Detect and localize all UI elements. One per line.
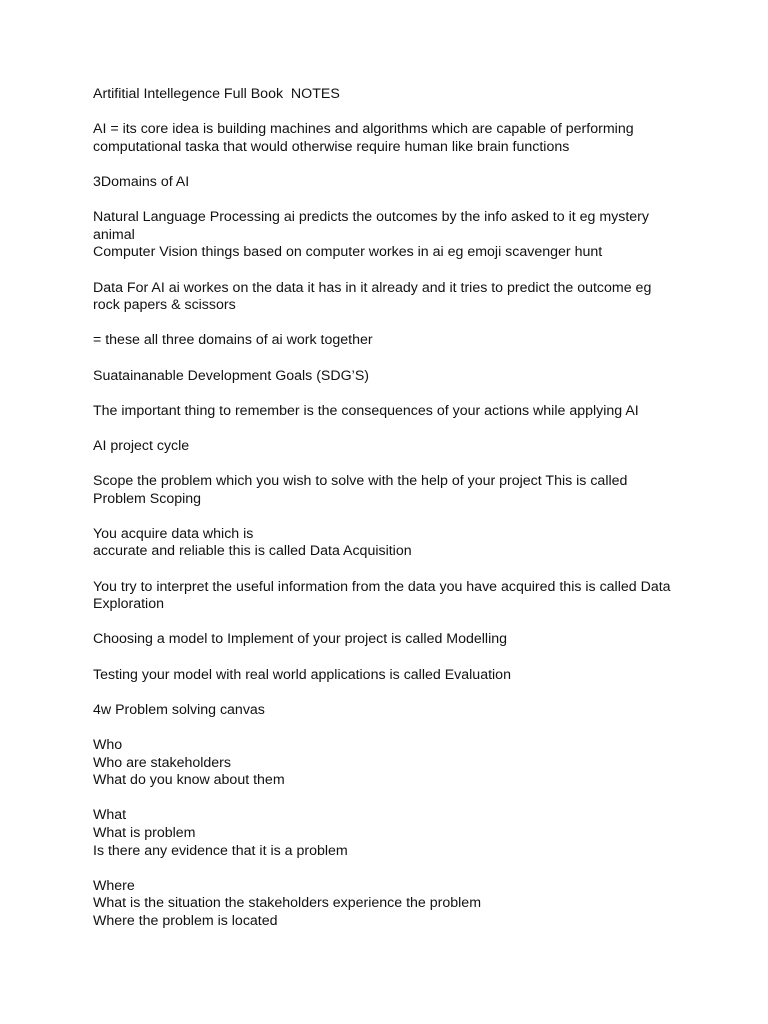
paragraph-data-exploration <box>93 579 688 614</box>
heading-domains <box>93 174 688 192</box>
paragraph-data-for-ai <box>93 280 688 315</box>
text-line: What is the situation the stakeholders experience the problem <box>93 895 482 912</box>
text-line: Who are stakeholders <box>93 754 232 771</box>
document-title-text: Artifitial Intellegence Full Book NOTES <box>93 86 340 102</box>
text-line: The important thing to remember is the consequences of your actions while applying AI <box>93 402 639 419</box>
text-line: rock papers & scissors <box>93 297 236 314</box>
paragraph-evaluation <box>93 667 688 685</box>
text-line: Choosing a model to Implement of your project is called Modelling <box>93 631 508 648</box>
text-line: 4w Problem solving canvas <box>93 701 265 718</box>
paragraph-what <box>93 807 688 860</box>
text-line: = these all three domains of ai work together <box>93 332 373 349</box>
text-line: Exploration <box>93 596 164 613</box>
text-line: What <box>93 807 127 824</box>
text-line: AI = its core idea is building machines and algorithms which are capable of performing <box>93 121 634 138</box>
text-line: computational taska that would otherwise require human like brain functions <box>93 138 570 155</box>
paragraph-nlp-cv <box>93 209 688 262</box>
text-line: accurate and reliable this is called Data Acquisition <box>93 543 412 560</box>
paragraph-data-acquisition <box>93 526 688 561</box>
heading-sdg <box>93 368 688 386</box>
text-line: You acquire data which is <box>93 525 254 542</box>
text-line: Is there any evidence that it is a problem <box>93 842 348 859</box>
text-line: Data For AI ai workes on the data it has in it already and it tries to predict the outcome eg <box>93 279 652 296</box>
paragraph-consequences <box>93 403 688 421</box>
paragraph-domains-together <box>93 332 688 350</box>
text-line: 3Domains of AI <box>93 173 190 190</box>
text-line: Scope the problem which you wish to solve with the help of your project This is called <box>93 473 628 490</box>
text-line: AI project cycle <box>93 437 190 454</box>
paragraph-ai-definition <box>93 121 688 156</box>
paragraph-modelling <box>93 631 688 649</box>
text-line: What is problem <box>93 824 196 841</box>
text-line: Where the problem is located <box>93 912 278 929</box>
text-line: animal <box>93 226 135 243</box>
heading-project-cycle <box>93 438 688 456</box>
text-line: Who <box>93 736 123 753</box>
text-line: Testing your model with real world applications is called Evaluation <box>93 666 511 683</box>
paragraph-who <box>93 737 688 790</box>
text-line: Where <box>93 877 135 894</box>
paragraph-problem-scoping <box>93 473 688 508</box>
text-line: Computer Vision things based on computer workes in ai eg emoji scavenger hunt <box>93 244 603 261</box>
document-title <box>93 86 688 104</box>
text-line: Problem Scoping <box>93 490 202 507</box>
text-line: Suatainanable Development Goals (SDG’S) <box>93 367 370 384</box>
text-line: You try to interpret the useful information from the data you have acquired this is called Data <box>93 578 671 595</box>
text-line: Natural Language Processing ai predicts the outcomes by the info asked to it eg mystery <box>93 209 649 226</box>
heading-4w-canvas <box>93 702 688 720</box>
text-line: What do you know about them <box>93 772 285 789</box>
paragraph-where <box>93 878 688 931</box>
